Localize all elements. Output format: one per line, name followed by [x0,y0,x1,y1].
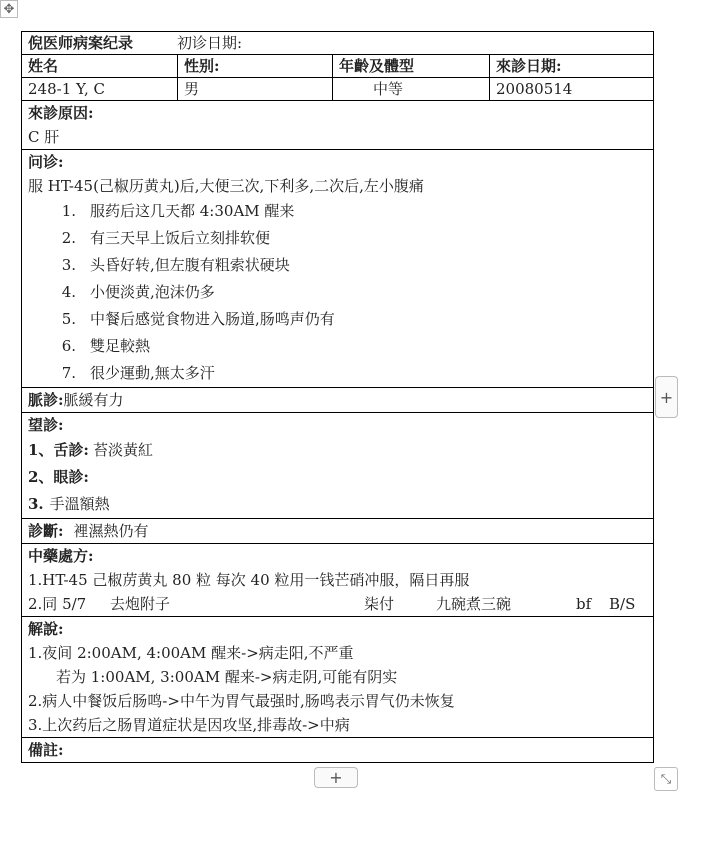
prescription-bf: bf [576,595,592,613]
list-item [28,198,647,225]
prescription-cell[interactable] [22,544,654,617]
diagnosis-label: 診斷: [28,522,64,540]
prescription-doses: 柒付 [364,595,395,613]
explanation-row [22,617,654,738]
header-age-build[interactable]: 年齡及體型 [333,55,490,78]
header-row [22,55,654,78]
list-item [28,252,647,279]
add-row-button[interactable]: + [314,767,358,788]
pulse-text: 脈緩有力 [63,391,124,409]
title-cell[interactable] [22,32,654,55]
add-column-button[interactable]: + [655,376,678,418]
inquiry-label: 问诊: [28,153,64,171]
pulse-row [22,388,654,413]
list-number: 7. [61,364,76,382]
prescription-remove: 去炮附子 [110,595,171,613]
list-number: 6. [61,337,76,355]
pulse-label: 脈診: [28,391,64,409]
remarks-row [22,738,654,763]
list-number: 5. [61,310,76,328]
patient-name-value[interactable]: 248-1 Y, C [22,78,178,101]
patient-info-row [22,78,654,101]
diagnosis-text: 裡濕熱仍有 [73,522,149,540]
title-row [22,32,654,55]
observation-cell[interactable] [22,413,654,519]
list-item [28,333,647,360]
prescription-boil: 九碗煮三碗 [436,595,512,613]
prescription-label: 中藥處方: [28,547,94,565]
explanation-label: 解說: [28,620,64,638]
hand-label: 3. [28,495,44,513]
remarks-cell[interactable] [22,738,654,763]
header-visit-date[interactable]: 來診日期: [490,55,654,78]
explanation-line: 若为 1:00AM, 3:00AM 醒来->病走阴,可能有阴实 [56,668,398,686]
list-item [28,279,647,306]
explanation-cell[interactable] [22,617,654,738]
list-number: 2. [61,229,76,247]
prescription-bs: B/S [609,595,636,613]
first-visit-label: 初诊日期: [177,34,243,52]
list-item [28,360,647,387]
reason-row [22,101,654,150]
list-number: 3. [61,256,76,274]
reason-text: C 肝 [28,128,60,146]
inquiry-cell[interactable] [22,150,654,388]
list-text: 雙足較熱 [90,337,151,355]
prescription-row [22,544,654,617]
observation-label: 望診: [28,416,64,434]
explanation-line: 1.夜间 2:00AM, 4:00AM 醒来->病走阳,不严重 [28,644,354,662]
diagnosis-row [22,519,654,544]
explanation-line: 3.上次药后之肠胃道症状是因攻坚,排毒故->中病 [28,716,350,734]
inquiry-intro: 服 HT-45(己椒历黄丸)后,大便三次,下利多,二次后,左小腹痛 [28,177,424,195]
patient-build-value[interactable]: 中等 [333,78,490,101]
list-text: 头昏好转,但左腹有粗索状硬块 [90,256,290,274]
reason-cell[interactable] [22,101,654,150]
inquiry-row [22,150,654,388]
record-title: 倪医师病案纪录 [28,34,134,52]
table-resize-icon[interactable]: ⤡ [654,767,678,791]
inquiry-list [28,198,647,387]
list-text: 小便淡黄,泡沫仍多 [90,283,215,301]
reason-label: 來診原因: [28,104,94,122]
header-name[interactable]: 姓名 [22,55,178,78]
eye-label: 2、眼診: [28,468,89,486]
pulse-cell[interactable] [22,388,654,413]
diagnosis-cell[interactable] [22,519,654,544]
list-number: 4. [61,283,76,301]
prescription-line-1: 1.HT-45 己椒苈黄丸 80 粒 每次 40 粒用一钱芒硝冲服，隔日再服 [28,571,470,589]
medical-record-table [21,31,654,763]
list-item [28,306,647,333]
prescription-same-as: 2.同 5/7 [28,595,87,613]
list-text: 有三天早上饭后立刻排软便 [90,229,271,247]
table-move-handle-icon[interactable]: ✥ [0,0,18,18]
remarks-label: 備註: [28,741,64,759]
list-item [28,225,647,252]
hand-text: 手溫額熱 [49,495,110,513]
tongue-label: 1、舌診: [28,441,89,459]
list-number: 1. [61,202,76,220]
patient-visit-date-value[interactable]: 20080514 [490,78,654,101]
observation-row [22,413,654,519]
tongue-text: 苔淡黃紅 [92,441,153,459]
explanation-line: 2.病人中餐饭后肠鸣->中午为胃气最强时,肠鸣表示胃气仍未恢复 [28,692,455,710]
list-text: 很少運動,無太多汗 [90,364,215,382]
list-text: 中餐后感觉食物进入肠道,肠鸣声仍有 [90,310,335,328]
prescription-line-2 [28,592,647,616]
list-text: 服药后这几天都 4:30AM 醒来 [90,202,295,220]
header-gender[interactable]: 性别: [178,55,333,78]
patient-gender-value[interactable]: 男 [178,78,333,101]
